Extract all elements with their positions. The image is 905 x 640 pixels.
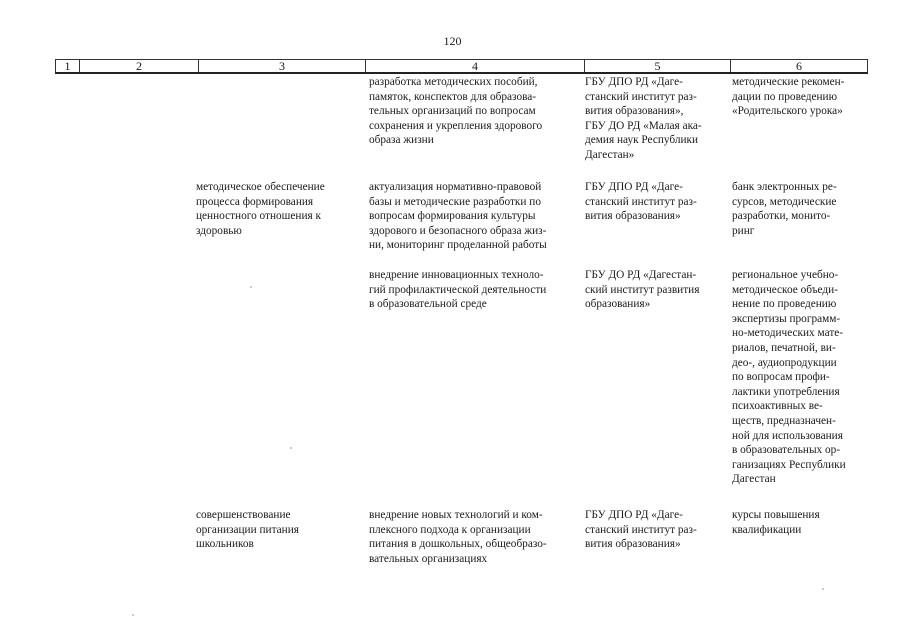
row-3-executor	[585, 268, 725, 312]
row-3-result	[732, 268, 865, 487]
row-2-activity	[369, 180, 577, 253]
text-line: лактики употребления	[732, 385, 840, 398]
scan-speck	[822, 588, 824, 590]
text-line: тельных организаций по вопросам	[369, 105, 536, 118]
text-line: банк электронных ре-	[732, 181, 837, 193]
text-line: ский институт развития	[585, 283, 700, 296]
text-line: станский институт раз-	[585, 90, 697, 103]
row-2-executor	[585, 180, 725, 224]
text-line: по вопросам профи-	[732, 371, 830, 384]
text-line: методическое обеспечение	[196, 181, 325, 193]
text-line: методические рекомен-	[732, 76, 845, 88]
header-col-3: 3	[199, 60, 366, 74]
text-line: вития образования»,	[585, 105, 684, 118]
text-line: ной для использования	[732, 429, 843, 442]
text-line: внедрение инновационных техноло-	[369, 269, 544, 281]
text-line: ГБУ ДПО РД «Даге-	[585, 76, 683, 88]
row-3-activity	[369, 268, 577, 312]
row-1-result	[732, 75, 865, 119]
text-line: разработки, монито-	[732, 210, 831, 223]
header-col-2: 2	[80, 60, 199, 74]
text-line: ринг	[732, 224, 755, 237]
text-line: демия наук Республики	[585, 134, 699, 147]
text-line: вательных организациях	[369, 552, 488, 565]
text-line: ГБУ ДПО РД «Даге-	[585, 509, 683, 521]
text-line: Дагестан»	[585, 148, 635, 161]
text-line: внедрение новых технологий и ком-	[369, 509, 543, 521]
text-line: станский институт раз-	[585, 195, 697, 208]
text-line: ганизациях Республики	[732, 458, 846, 471]
text-line: риалов, печатной, ви-	[732, 341, 836, 354]
text-line: вития образования»	[585, 538, 681, 551]
text-line: памяток, конспектов для образова-	[369, 90, 537, 103]
text-line: школьников	[196, 538, 254, 551]
text-line: психоактивных ве-	[732, 400, 823, 413]
text-line: део-, аудиопродукции	[732, 356, 837, 369]
text-line: здоровью	[196, 224, 242, 237]
text-line: в образовательных ор-	[732, 444, 841, 457]
row-4-result	[732, 508, 865, 537]
text-line: методическое объеди-	[732, 283, 838, 296]
text-line: образования»	[585, 298, 651, 311]
text-line: квалификации	[732, 523, 802, 536]
text-line: сурсов, методические	[732, 195, 837, 208]
text-line: разработка методических пособий,	[369, 76, 538, 88]
text-line: ГБУ ДО РД «Малая ака-	[585, 119, 702, 132]
text-line: вития образования»	[585, 210, 681, 223]
text-line: базы и методические разработки по	[369, 195, 541, 208]
text-line: плексного подхода к организации	[369, 523, 531, 536]
header-col-5: 5	[585, 60, 731, 74]
row-1-executor	[585, 75, 725, 163]
row-2-result	[732, 180, 865, 238]
scan-speck	[250, 286, 252, 288]
column-number-header	[55, 59, 868, 74]
text-line: образа жизни	[369, 134, 434, 147]
row-4-direction	[196, 508, 356, 552]
text-line: совершенствование	[196, 509, 291, 521]
page-number: 120	[443, 34, 462, 48]
text-line: «Родительского урока»	[732, 105, 843, 118]
text-line: питания в дошкольных, общеобразо-	[369, 538, 547, 551]
scan-speck	[290, 447, 292, 449]
text-line: станский институт раз-	[585, 523, 697, 536]
text-line: в образовательной среде	[369, 298, 487, 311]
text-line: дации по проведению	[732, 90, 838, 103]
row-4-executor	[585, 508, 725, 552]
text-line: организации питания	[196, 523, 299, 536]
text-line: ГБУ ДО РД «Дагестан-	[585, 269, 697, 281]
row-1-activity	[369, 75, 577, 148]
row-4-activity	[369, 508, 577, 566]
header-col-4: 4	[366, 60, 585, 74]
text-line: ценностного отношения к	[196, 210, 321, 223]
text-line: экспертизы программ-	[732, 312, 841, 325]
header-col-6: 6	[731, 60, 868, 74]
text-line: ществ, предназначен-	[732, 414, 836, 427]
text-line: Дагестан	[732, 473, 776, 486]
text-line: актуализация нормативно-правовой	[369, 181, 542, 193]
text-line: региональное учебно-	[732, 269, 839, 281]
text-line: сохранения и укрепления здорового	[369, 119, 543, 132]
text-line: курсы повышения	[732, 509, 820, 521]
text-line: нение по проведению	[732, 298, 837, 311]
header-col-1: 1	[56, 60, 80, 74]
text-line: но-методических мате-	[732, 327, 844, 340]
text-line: ни, мониторинг проделанной работы	[369, 239, 547, 252]
text-line: гий профилактической деятельности	[369, 283, 547, 296]
text-line: ГБУ ДПО РД «Даге-	[585, 181, 683, 193]
scan-speck	[132, 614, 134, 616]
text-line: здорового и безопасного образа жиз-	[369, 224, 547, 237]
text-line: вопросам формирования культуры	[369, 210, 536, 223]
text-line: процесса формирования	[196, 195, 314, 208]
row-2-direction	[196, 180, 356, 238]
